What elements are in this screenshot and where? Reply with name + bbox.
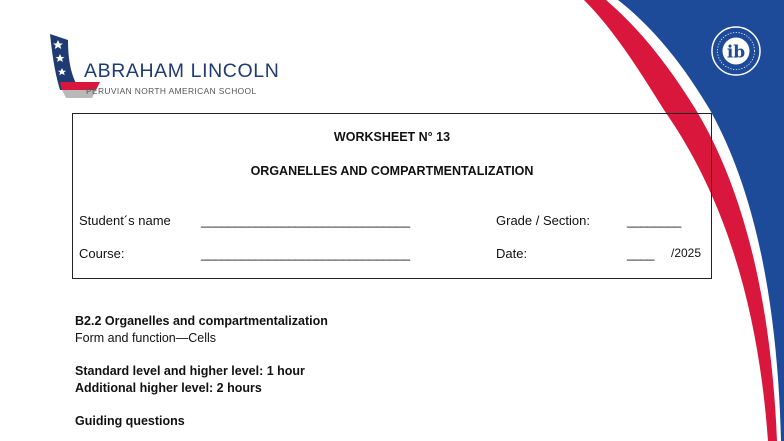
course-label: Course: [79,246,125,261]
guiding-questions-heading: Guiding questions [75,414,185,428]
student-name-label: Student´s name [79,213,171,228]
school-name: ABRAHAM LINCOLN [84,60,280,82]
date-field[interactable]: ____ [627,246,654,261]
topic-heading: B2.2 Organelles and compartmentalization [75,314,328,328]
grade-section-label: Grade / Section: [496,213,590,228]
school-subtitle: PERUVIAN NORTH AMERICAN SCHOOL [86,86,257,96]
date-year: /2025 [671,246,702,260]
student-name-field[interactable]: _______________________________ [201,213,410,228]
worksheet-header-box [72,113,712,279]
ib-logo-icon [711,26,761,76]
ahl-time: Additional higher level: 2 hours [75,381,262,395]
sl-hl-time: Standard level and higher level: 1 hour [75,364,305,378]
grade-section-field[interactable]: ________ [627,213,681,228]
worksheet-title: WORKSHEET N° 13 [333,130,451,144]
course-field[interactable]: _______________________________ [201,246,410,261]
theme-text: Form and function—Cells [75,331,217,345]
worksheet-subtitle: ORGANELLES AND COMPARTMENTALIZATION [250,164,534,178]
ib-logo-letters: ib [726,42,746,63]
date-label: Date: [496,246,528,261]
